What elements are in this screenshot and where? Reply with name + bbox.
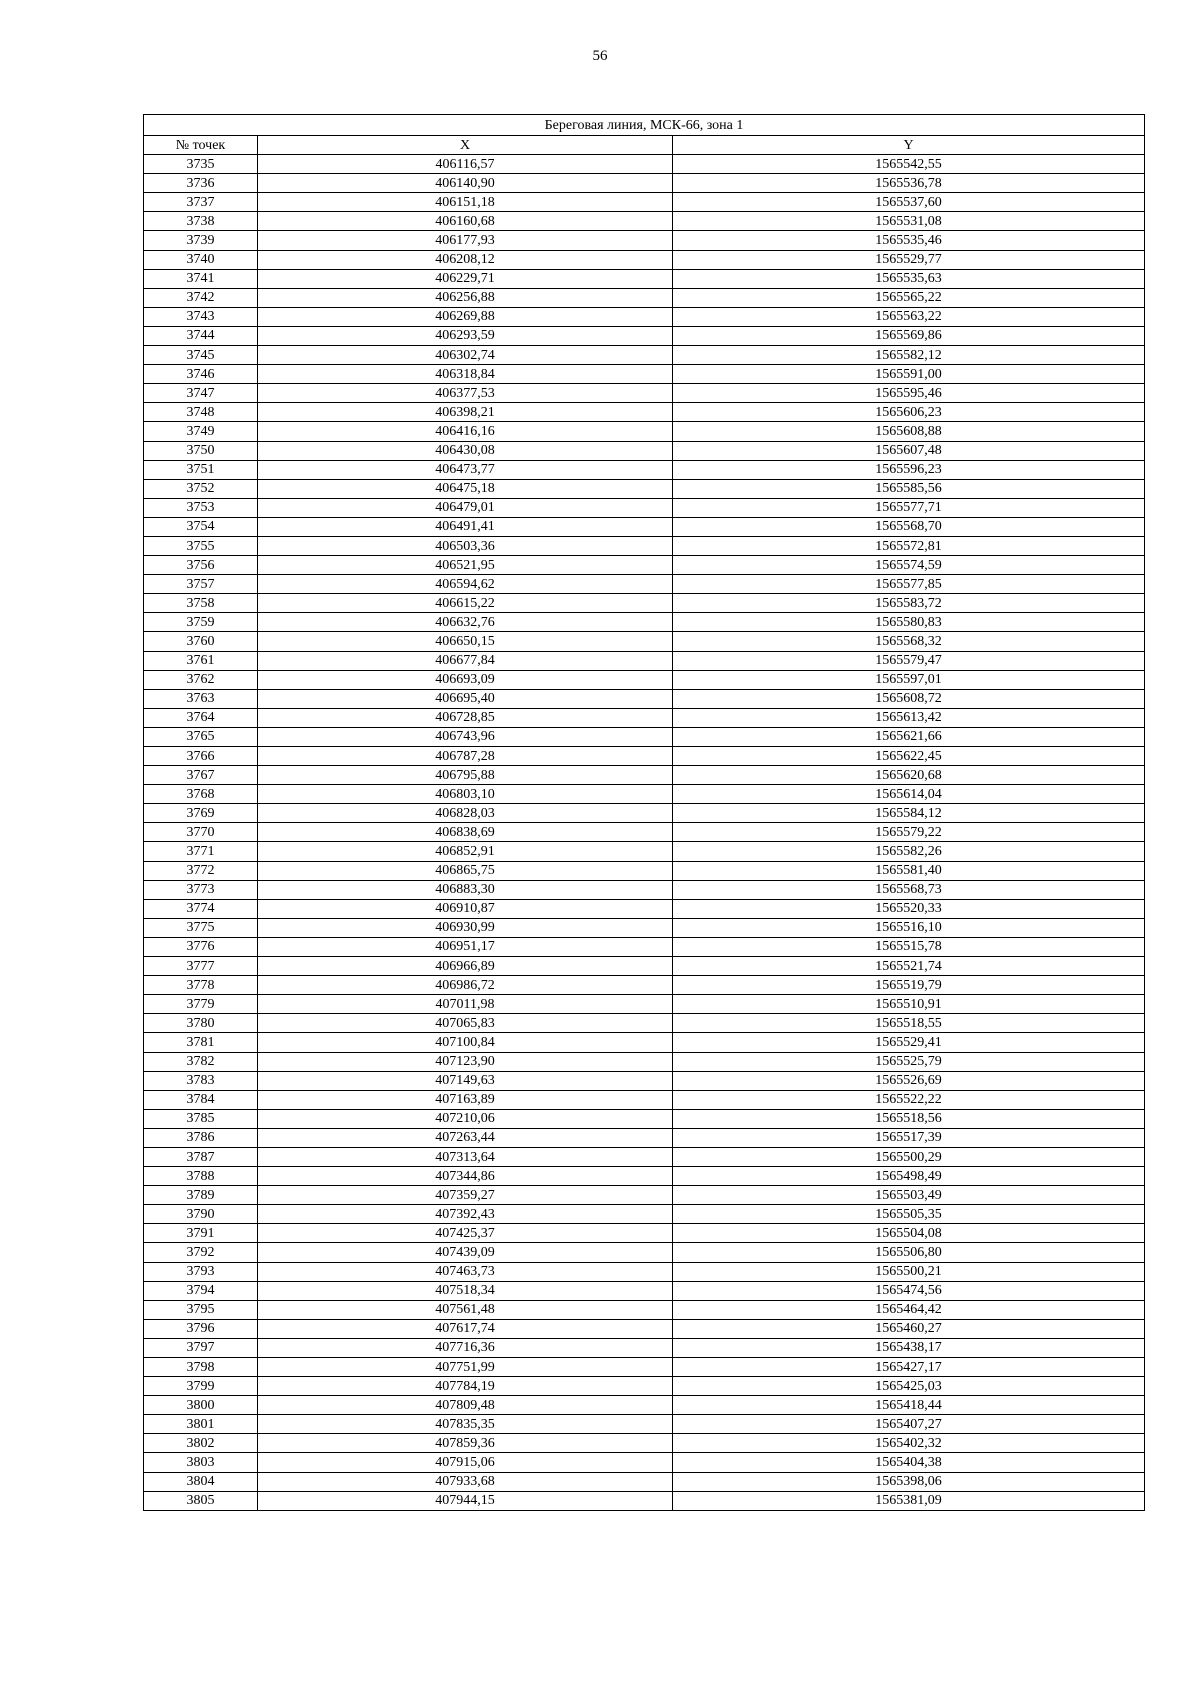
x-coordinate-cell: 406475,18	[258, 479, 673, 498]
y-coordinate-cell: 1565607,48	[673, 441, 1145, 460]
y-coordinate-cell: 1565542,55	[673, 155, 1145, 174]
point-number-cell: 3784	[144, 1090, 258, 1109]
table-row	[144, 575, 1145, 594]
y-coordinate-cell: 1565608,88	[673, 422, 1145, 441]
y-coordinate-cell: 1565510,91	[673, 995, 1145, 1014]
x-coordinate-cell: 407313,64	[258, 1147, 673, 1166]
y-coordinate-cell: 1565474,56	[673, 1281, 1145, 1300]
x-coordinate-cell: 406986,72	[258, 976, 673, 995]
x-coordinate-cell: 407915,06	[258, 1453, 673, 1472]
table-row	[144, 460, 1145, 479]
table-row	[144, 174, 1145, 193]
point-number-cell: 3799	[144, 1377, 258, 1396]
table-row	[144, 422, 1145, 441]
y-coordinate-cell: 1565568,70	[673, 517, 1145, 536]
y-coordinate-cell: 1565621,66	[673, 727, 1145, 746]
table-row	[144, 1281, 1145, 1300]
x-coordinate-cell: 406491,41	[258, 517, 673, 536]
point-number-cell: 3776	[144, 937, 258, 956]
x-coordinate-cell: 407149,63	[258, 1071, 673, 1090]
point-number-cell: 3738	[144, 212, 258, 231]
x-coordinate-cell: 406795,88	[258, 766, 673, 785]
y-coordinate-cell: 1565597,01	[673, 670, 1145, 689]
y-coordinate-cell: 1565506,80	[673, 1243, 1145, 1262]
point-number-cell: 3793	[144, 1262, 258, 1281]
point-number-cell: 3797	[144, 1338, 258, 1357]
point-number-cell: 3752	[144, 479, 258, 498]
y-coordinate-cell: 1565583,72	[673, 594, 1145, 613]
y-coordinate-cell: 1565535,46	[673, 231, 1145, 250]
x-coordinate-cell: 406503,36	[258, 536, 673, 555]
point-number-cell: 3754	[144, 517, 258, 536]
point-number-cell: 3787	[144, 1147, 258, 1166]
y-coordinate-cell: 1565565,22	[673, 288, 1145, 307]
x-coordinate-cell: 407123,90	[258, 1052, 673, 1071]
point-number-cell: 3801	[144, 1415, 258, 1434]
x-coordinate-cell: 406594,62	[258, 575, 673, 594]
y-coordinate-cell: 1565500,29	[673, 1147, 1145, 1166]
x-coordinate-cell: 407011,98	[258, 995, 673, 1014]
table-row	[144, 517, 1145, 536]
point-number-cell: 3747	[144, 384, 258, 403]
x-coordinate-cell: 406883,30	[258, 880, 673, 899]
table-row	[144, 613, 1145, 632]
y-coordinate-cell: 1565582,12	[673, 346, 1145, 365]
y-coordinate-cell: 1565580,83	[673, 613, 1145, 632]
table-row	[144, 1224, 1145, 1243]
x-coordinate-cell: 407835,35	[258, 1415, 673, 1434]
table-row	[144, 1243, 1145, 1262]
table-row	[144, 1262, 1145, 1281]
y-coordinate-cell: 1565537,60	[673, 193, 1145, 212]
table-row	[144, 632, 1145, 651]
y-coordinate-cell: 1565579,22	[673, 823, 1145, 842]
x-coordinate-cell: 406695,40	[258, 689, 673, 708]
table-row	[144, 479, 1145, 498]
point-number-cell: 3792	[144, 1243, 258, 1262]
table-row	[144, 441, 1145, 460]
point-number-cell: 3803	[144, 1453, 258, 1472]
x-coordinate-cell: 406256,88	[258, 288, 673, 307]
point-number-cell: 3760	[144, 632, 258, 651]
y-coordinate-cell: 1565517,39	[673, 1128, 1145, 1147]
point-number-cell: 3789	[144, 1186, 258, 1205]
x-coordinate-cell: 407439,09	[258, 1243, 673, 1262]
x-coordinate-cell: 407463,73	[258, 1262, 673, 1281]
x-coordinate-cell: 406838,69	[258, 823, 673, 842]
column-header-y: Y	[673, 136, 1145, 155]
table-row	[144, 536, 1145, 555]
point-number-cell: 3798	[144, 1358, 258, 1377]
x-coordinate-cell: 407859,36	[258, 1434, 673, 1453]
point-number-cell: 3745	[144, 346, 258, 365]
x-coordinate-cell: 406828,03	[258, 804, 673, 823]
point-number-cell: 3764	[144, 708, 258, 727]
x-coordinate-cell: 406398,21	[258, 403, 673, 422]
y-coordinate-cell: 1565515,78	[673, 937, 1145, 956]
table-row	[144, 785, 1145, 804]
x-coordinate-cell: 406177,93	[258, 231, 673, 250]
table-row	[144, 1396, 1145, 1415]
point-number-cell: 3773	[144, 880, 258, 899]
y-coordinate-cell: 1565582,26	[673, 842, 1145, 861]
x-coordinate-cell: 406852,91	[258, 842, 673, 861]
x-coordinate-cell: 406293,59	[258, 326, 673, 345]
y-coordinate-cell: 1565574,59	[673, 556, 1145, 575]
point-number-cell: 3753	[144, 498, 258, 517]
point-number-cell: 3766	[144, 747, 258, 766]
y-coordinate-cell: 1565518,56	[673, 1109, 1145, 1128]
point-number-cell: 3802	[144, 1434, 258, 1453]
x-coordinate-cell: 406803,10	[258, 785, 673, 804]
point-number-cell: 3736	[144, 174, 258, 193]
y-coordinate-cell: 1565531,08	[673, 212, 1145, 231]
y-coordinate-cell: 1565498,49	[673, 1167, 1145, 1186]
table-row	[144, 1434, 1145, 1453]
x-coordinate-cell: 406728,85	[258, 708, 673, 727]
y-coordinate-cell: 1565613,42	[673, 708, 1145, 727]
y-coordinate-cell: 1565503,49	[673, 1186, 1145, 1205]
point-number-cell: 3782	[144, 1052, 258, 1071]
table-caption-row	[144, 115, 1145, 136]
table-row	[144, 1090, 1145, 1109]
point-number-cell: 3783	[144, 1071, 258, 1090]
table-row	[144, 594, 1145, 613]
table-row	[144, 1319, 1145, 1338]
x-coordinate-cell: 406650,15	[258, 632, 673, 651]
point-number-cell: 3771	[144, 842, 258, 861]
point-number-cell: 3740	[144, 250, 258, 269]
y-coordinate-cell: 1565418,44	[673, 1396, 1145, 1415]
point-number-cell: 3785	[144, 1109, 258, 1128]
table-row	[144, 861, 1145, 880]
y-coordinate-cell: 1565572,81	[673, 536, 1145, 555]
point-number-cell: 3780	[144, 1014, 258, 1033]
x-coordinate-cell: 406140,90	[258, 174, 673, 193]
y-coordinate-cell: 1565614,04	[673, 785, 1145, 804]
table-row	[144, 326, 1145, 345]
y-coordinate-cell: 1565584,12	[673, 804, 1145, 823]
x-coordinate-cell: 407344,86	[258, 1167, 673, 1186]
point-number-cell: 3772	[144, 861, 258, 880]
x-coordinate-cell: 407425,37	[258, 1224, 673, 1243]
y-coordinate-cell: 1565591,00	[673, 365, 1145, 384]
x-coordinate-cell: 407944,15	[258, 1491, 673, 1510]
point-number-cell: 3759	[144, 613, 258, 632]
table-row	[144, 1147, 1145, 1166]
point-number-cell: 3795	[144, 1300, 258, 1319]
table-row	[144, 250, 1145, 269]
point-number-cell: 3781	[144, 1033, 258, 1052]
x-coordinate-cell: 406910,87	[258, 899, 673, 918]
y-coordinate-cell: 1565606,23	[673, 403, 1145, 422]
x-coordinate-cell: 406416,16	[258, 422, 673, 441]
x-coordinate-cell: 407561,48	[258, 1300, 673, 1319]
point-number-cell: 3743	[144, 307, 258, 326]
y-coordinate-cell: 1565579,47	[673, 651, 1145, 670]
y-coordinate-cell: 1565522,22	[673, 1090, 1145, 1109]
point-number-cell: 3777	[144, 957, 258, 976]
x-coordinate-cell: 407716,36	[258, 1338, 673, 1357]
table-row	[144, 346, 1145, 365]
table-row	[144, 269, 1145, 288]
x-coordinate-cell: 406269,88	[258, 307, 673, 326]
y-coordinate-cell: 1565535,63	[673, 269, 1145, 288]
x-coordinate-cell: 406151,18	[258, 193, 673, 212]
point-number-cell: 3741	[144, 269, 258, 288]
y-coordinate-cell: 1565608,72	[673, 689, 1145, 708]
y-coordinate-cell: 1565500,21	[673, 1262, 1145, 1281]
point-number-cell: 3779	[144, 995, 258, 1014]
table-row	[144, 670, 1145, 689]
x-coordinate-cell: 407210,06	[258, 1109, 673, 1128]
point-number-cell: 3765	[144, 727, 258, 746]
x-coordinate-cell: 407163,89	[258, 1090, 673, 1109]
x-coordinate-cell: 407617,74	[258, 1319, 673, 1338]
x-coordinate-cell: 406743,96	[258, 727, 673, 746]
y-coordinate-cell: 1565504,08	[673, 1224, 1145, 1243]
table-row	[144, 556, 1145, 575]
coordinates-table	[143, 114, 1145, 1511]
point-number-cell: 3757	[144, 575, 258, 594]
table-row	[144, 1415, 1145, 1434]
point-number-cell: 3804	[144, 1472, 258, 1491]
x-coordinate-cell: 406521,95	[258, 556, 673, 575]
page-number: 56	[592, 48, 608, 64]
point-number-cell: 3735	[144, 155, 258, 174]
x-coordinate-cell: 406951,17	[258, 937, 673, 956]
point-number-cell: 3790	[144, 1205, 258, 1224]
table-row	[144, 918, 1145, 937]
column-header-point-number: № точек	[144, 136, 258, 155]
y-coordinate-cell: 1565518,55	[673, 1014, 1145, 1033]
x-coordinate-cell: 406865,75	[258, 861, 673, 880]
table-row	[144, 1453, 1145, 1472]
table-header-row	[144, 136, 1145, 155]
y-coordinate-cell: 1565521,74	[673, 957, 1145, 976]
y-coordinate-cell: 1565563,22	[673, 307, 1145, 326]
table-row	[144, 689, 1145, 708]
x-coordinate-cell: 406302,74	[258, 346, 673, 365]
point-number-cell: 3744	[144, 326, 258, 345]
y-coordinate-cell: 1565577,71	[673, 498, 1145, 517]
table-row	[144, 995, 1145, 1014]
x-coordinate-cell: 407359,27	[258, 1186, 673, 1205]
x-coordinate-cell: 406160,68	[258, 212, 673, 231]
table-row	[144, 1167, 1145, 1186]
y-coordinate-cell: 1565516,10	[673, 918, 1145, 937]
table-row	[144, 384, 1145, 403]
y-coordinate-cell: 1565438,17	[673, 1338, 1145, 1357]
table-row	[144, 307, 1145, 326]
x-coordinate-cell: 407933,68	[258, 1472, 673, 1491]
table-row	[144, 880, 1145, 899]
y-coordinate-cell: 1565519,79	[673, 976, 1145, 995]
point-number-cell: 3755	[144, 536, 258, 555]
table-row	[144, 727, 1145, 746]
y-coordinate-cell: 1565529,41	[673, 1033, 1145, 1052]
x-coordinate-cell: 406930,99	[258, 918, 673, 937]
y-coordinate-cell: 1565585,56	[673, 479, 1145, 498]
point-number-cell: 3746	[144, 365, 258, 384]
table-row	[144, 766, 1145, 785]
y-coordinate-cell: 1565622,45	[673, 747, 1145, 766]
column-header-x: X	[258, 136, 673, 155]
y-coordinate-cell: 1565402,32	[673, 1434, 1145, 1453]
point-number-cell: 3750	[144, 441, 258, 460]
x-coordinate-cell: 406632,76	[258, 613, 673, 632]
table-row	[144, 651, 1145, 670]
point-number-cell: 3805	[144, 1491, 258, 1510]
x-coordinate-cell: 406318,84	[258, 365, 673, 384]
y-coordinate-cell: 1565460,27	[673, 1319, 1145, 1338]
table-row	[144, 1071, 1145, 1090]
table-row	[144, 937, 1145, 956]
table-row	[144, 804, 1145, 823]
table-row	[144, 1128, 1145, 1147]
y-coordinate-cell: 1565595,46	[673, 384, 1145, 403]
point-number-cell: 3737	[144, 193, 258, 212]
table-row	[144, 747, 1145, 766]
table-row	[144, 1300, 1145, 1319]
point-number-cell: 3770	[144, 823, 258, 842]
point-number-cell: 3796	[144, 1319, 258, 1338]
y-coordinate-cell: 1565569,86	[673, 326, 1145, 345]
table-row	[144, 1358, 1145, 1377]
y-coordinate-cell: 1565568,32	[673, 632, 1145, 651]
table-row	[144, 403, 1145, 422]
x-coordinate-cell: 406473,77	[258, 460, 673, 479]
y-coordinate-cell: 1565404,38	[673, 1453, 1145, 1472]
point-number-cell: 3739	[144, 231, 258, 250]
point-number-cell: 3763	[144, 689, 258, 708]
x-coordinate-cell: 407784,19	[258, 1377, 673, 1396]
x-coordinate-cell: 407518,34	[258, 1281, 673, 1300]
point-number-cell: 3800	[144, 1396, 258, 1415]
point-number-cell: 3767	[144, 766, 258, 785]
point-number-cell: 3751	[144, 460, 258, 479]
table-row	[144, 365, 1145, 384]
y-coordinate-cell: 1565464,42	[673, 1300, 1145, 1319]
table-row	[144, 155, 1145, 174]
table-row	[144, 498, 1145, 517]
point-number-cell: 3756	[144, 556, 258, 575]
x-coordinate-cell: 407065,83	[258, 1014, 673, 1033]
point-number-cell: 3749	[144, 422, 258, 441]
point-number-cell: 3748	[144, 403, 258, 422]
table-row	[144, 288, 1145, 307]
table-row	[144, 231, 1145, 250]
y-coordinate-cell: 1565526,69	[673, 1071, 1145, 1090]
table-row	[144, 976, 1145, 995]
table-row	[144, 899, 1145, 918]
point-number-cell: 3762	[144, 670, 258, 689]
table-body	[144, 155, 1145, 1511]
table-row	[144, 1109, 1145, 1128]
x-coordinate-cell: 406430,08	[258, 441, 673, 460]
point-number-cell: 3761	[144, 651, 258, 670]
x-coordinate-cell: 407392,43	[258, 1205, 673, 1224]
x-coordinate-cell: 407100,84	[258, 1033, 673, 1052]
table-row	[144, 1205, 1145, 1224]
x-coordinate-cell: 406377,53	[258, 384, 673, 403]
point-number-cell: 3791	[144, 1224, 258, 1243]
y-coordinate-cell: 1565525,79	[673, 1052, 1145, 1071]
x-coordinate-cell: 406787,28	[258, 747, 673, 766]
y-coordinate-cell: 1565536,78	[673, 174, 1145, 193]
y-coordinate-cell: 1565596,23	[673, 460, 1145, 479]
y-coordinate-cell: 1565407,27	[673, 1415, 1145, 1434]
point-number-cell: 3775	[144, 918, 258, 937]
table-row	[144, 1491, 1145, 1510]
table-row	[144, 1472, 1145, 1491]
x-coordinate-cell: 407263,44	[258, 1128, 673, 1147]
table-row	[144, 823, 1145, 842]
x-coordinate-cell: 406693,09	[258, 670, 673, 689]
y-coordinate-cell: 1565520,33	[673, 899, 1145, 918]
table-row	[144, 1377, 1145, 1396]
y-coordinate-cell: 1565425,03	[673, 1377, 1145, 1396]
x-coordinate-cell: 406479,01	[258, 498, 673, 517]
table-row	[144, 957, 1145, 976]
x-coordinate-cell: 406615,22	[258, 594, 673, 613]
point-number-cell: 3774	[144, 899, 258, 918]
x-coordinate-cell: 406966,89	[258, 957, 673, 976]
x-coordinate-cell: 406116,57	[258, 155, 673, 174]
table-row	[144, 1014, 1145, 1033]
point-number-cell: 3768	[144, 785, 258, 804]
x-coordinate-cell: 406208,12	[258, 250, 673, 269]
y-coordinate-cell: 1565529,77	[673, 250, 1145, 269]
point-number-cell: 3778	[144, 976, 258, 995]
y-coordinate-cell: 1565581,40	[673, 861, 1145, 880]
y-coordinate-cell: 1565381,09	[673, 1491, 1145, 1510]
table-caption: Береговая линия, МСК-66, зона 1	[144, 115, 1145, 136]
point-number-cell: 3758	[144, 594, 258, 613]
table-row	[144, 1186, 1145, 1205]
y-coordinate-cell: 1565568,73	[673, 880, 1145, 899]
y-coordinate-cell: 1565577,85	[673, 575, 1145, 594]
point-number-cell: 3742	[144, 288, 258, 307]
table-row	[144, 1052, 1145, 1071]
y-coordinate-cell: 1565505,35	[673, 1205, 1145, 1224]
x-coordinate-cell: 406677,84	[258, 651, 673, 670]
x-coordinate-cell: 407809,48	[258, 1396, 673, 1415]
y-coordinate-cell: 1565427,17	[673, 1358, 1145, 1377]
x-coordinate-cell: 407751,99	[258, 1358, 673, 1377]
point-number-cell: 3794	[144, 1281, 258, 1300]
point-number-cell: 3788	[144, 1167, 258, 1186]
point-number-cell: 3769	[144, 804, 258, 823]
y-coordinate-cell: 1565620,68	[673, 766, 1145, 785]
table-row	[144, 212, 1145, 231]
point-number-cell: 3786	[144, 1128, 258, 1147]
x-coordinate-cell: 406229,71	[258, 269, 673, 288]
table-row	[144, 193, 1145, 212]
y-coordinate-cell: 1565398,06	[673, 1472, 1145, 1491]
table-row	[144, 1033, 1145, 1052]
table-row	[144, 708, 1145, 727]
table-row	[144, 842, 1145, 861]
table-row	[144, 1338, 1145, 1357]
